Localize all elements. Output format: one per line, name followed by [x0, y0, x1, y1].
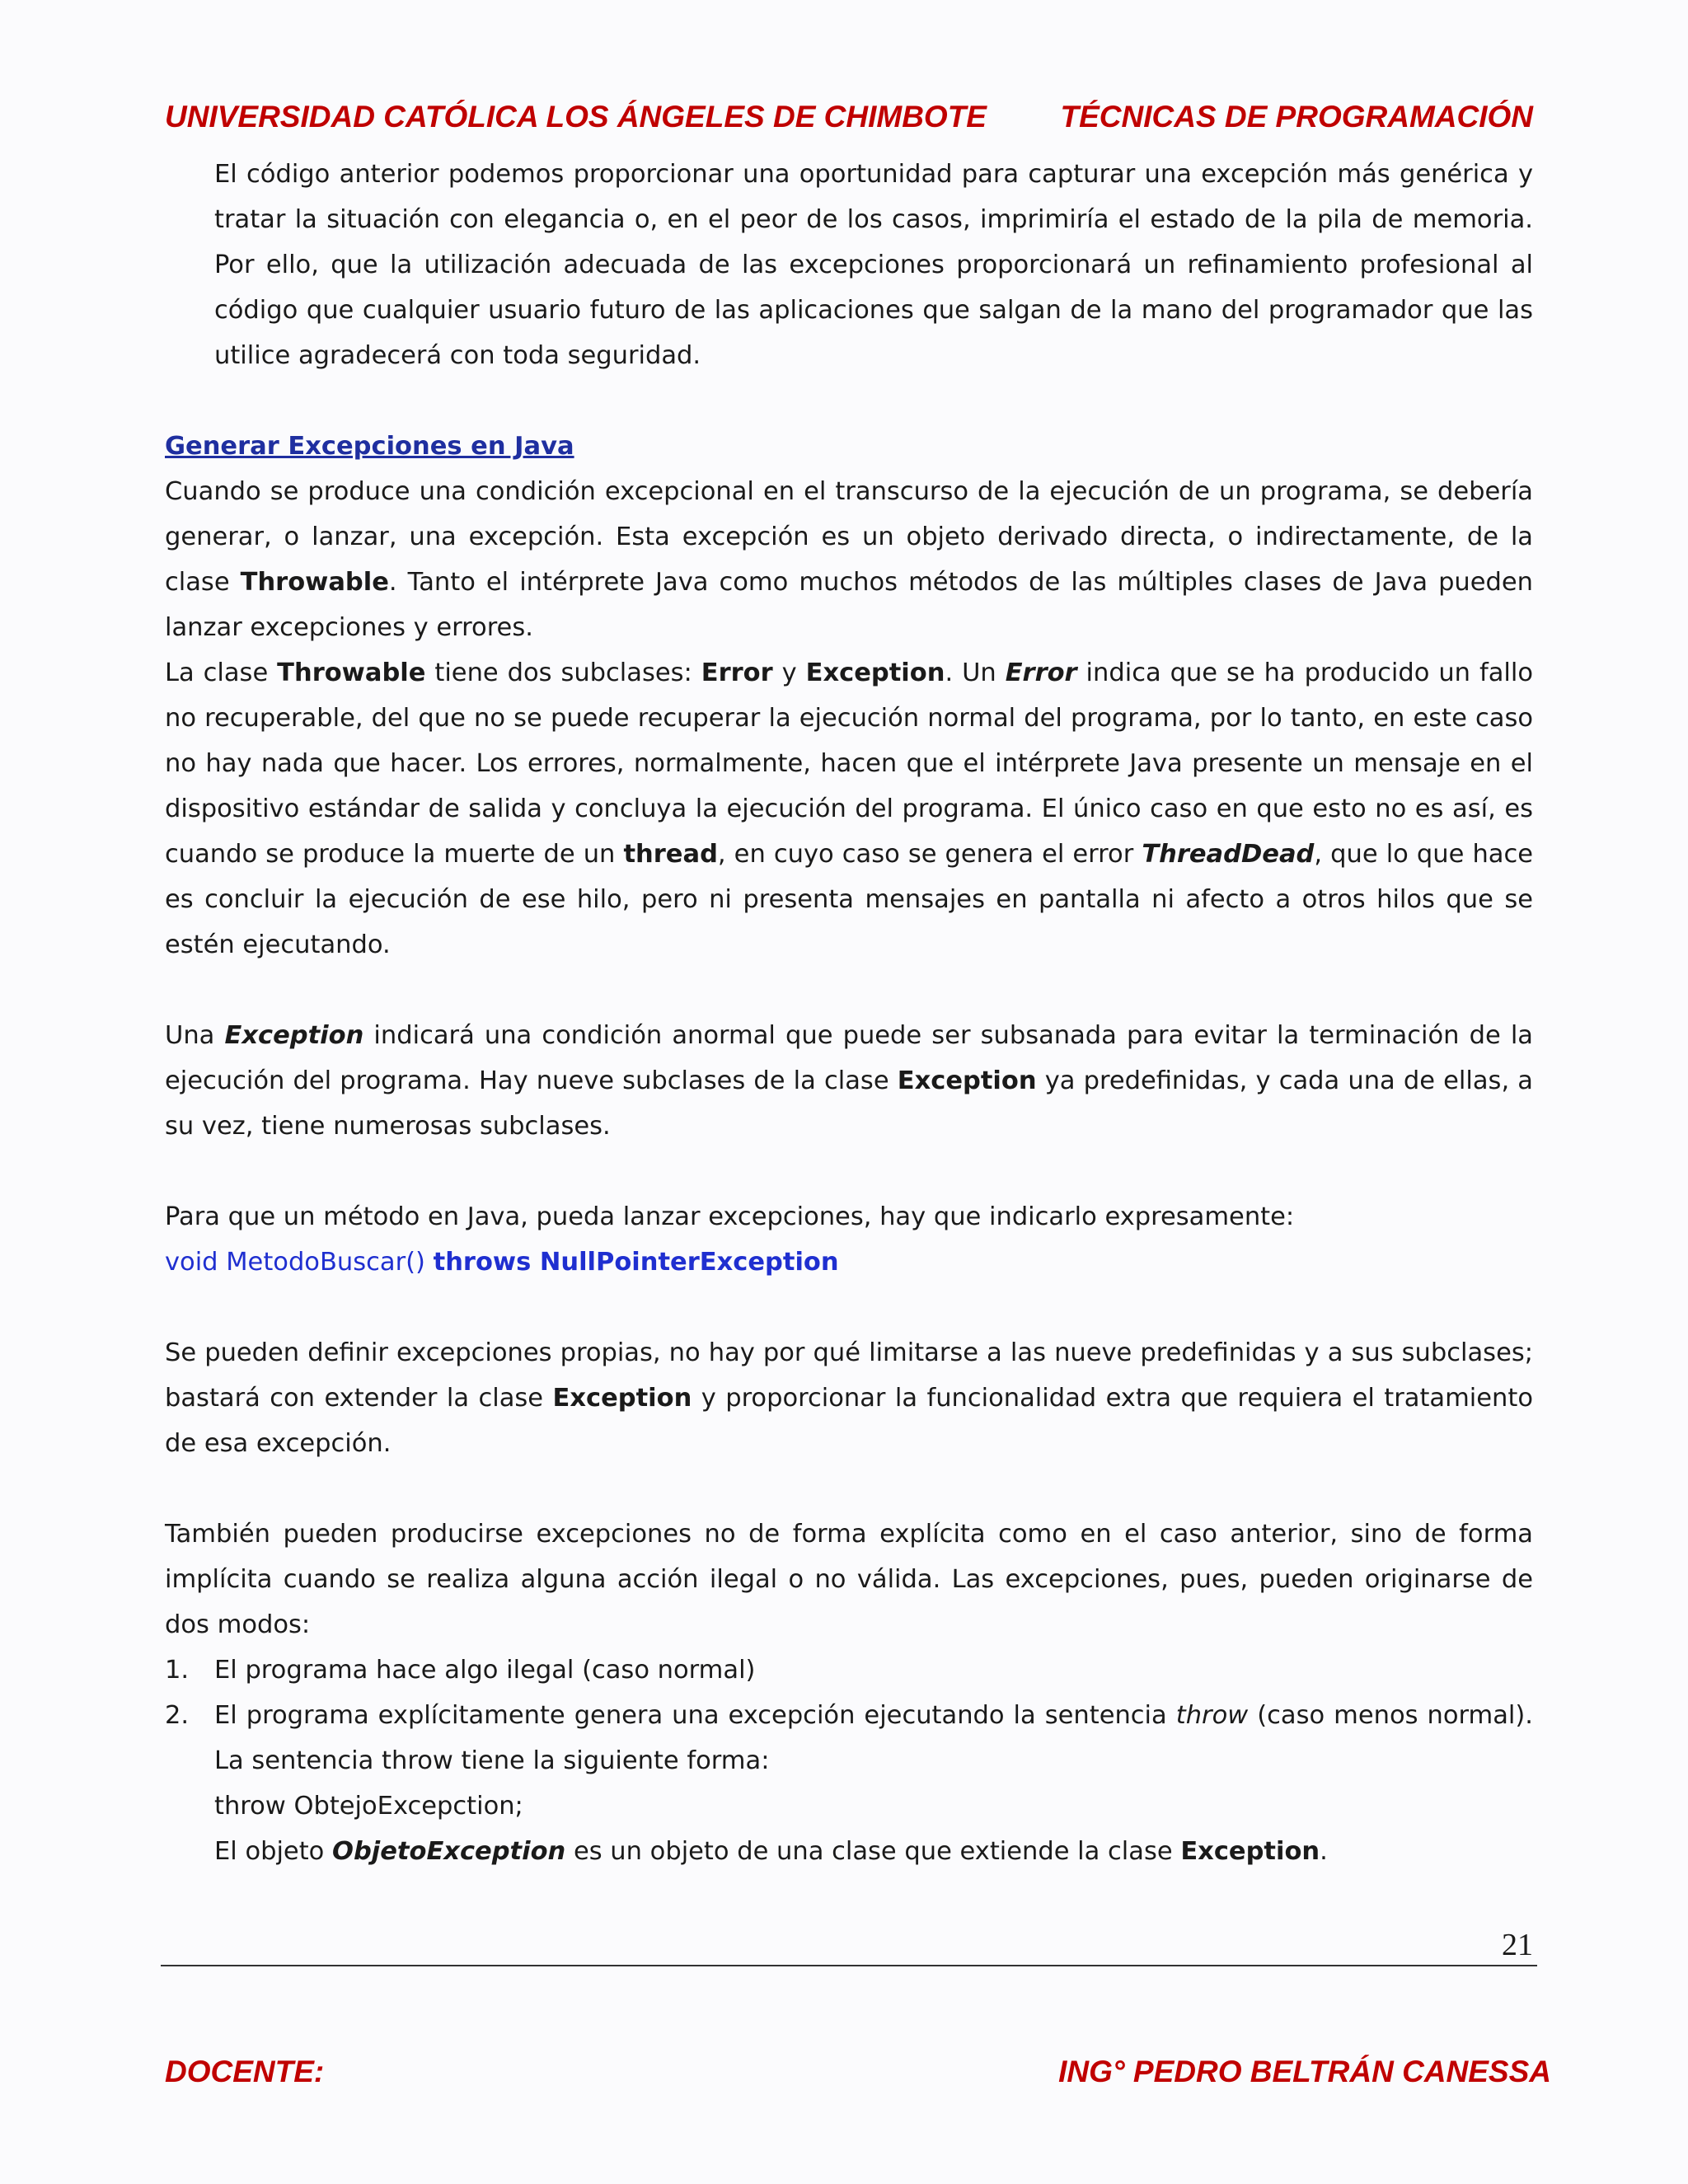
- throw-statement: throw ObtejoExcepction;: [214, 1792, 523, 1821]
- final-paragraph: El objeto ObjetoException es un objeto de una clase que extiende la clase Exception.: [214, 1837, 1328, 1866]
- paragraph-3: Una Exception indicará una condición anormal que puede ser subsanada para evitar la terminación de la ejecución del programa. Hay nueve subclases de la clase Exception ya predefinidas, y cada una de ellas, a su vez, tiene numerosas subclases.: [165, 1021, 1534, 1141]
- code-example: void MetodoBuscar() throws NullPointerException: [165, 1248, 839, 1277]
- section-heading[interactable]: [165, 424, 1533, 469]
- document-body: [165, 152, 1533, 1874]
- list-item: 1. El programa hace algo ilegal (caso normal): [165, 1656, 756, 1685]
- page-number: 21: [1502, 1928, 1533, 1962]
- intro-paragraph: El código anterior podemos proporcionar una oportunidad para capturar una excepción más genérica y tratar la situación con elegancia o, en el peor de los casos, imprimiría el estado de la pila de memoria. Por ello, que la utilización adecuada de las excepciones proporcionará un refinamiento profesional al código que cualquier usuario futuro de las aplicaciones que salgan de la mano del programador que las utilice agradecerá con toda seguridad.: [214, 160, 1533, 370]
- paragraph-2: La clase Throwable tiene dos subclases: Error y Exception. Un Error indica que se ha producido un fallo no recuperable, del que no se puede recuperar la ejecución normal del programa, por lo tanto, en este caso no hay nada que hacer. Los errores, normalmente, hacen que el intérprete Java presente un mensaje en el dispositivo estándar de salida y concluya la ejecución del programa. El único caso en que esto no es así, es cuando se produce la muerte de un thread, en cuyo caso se genera el error ThreadDead, que lo que hace es concluir la ejecución de ese hilo, pero ni presenta mensajes en pantalla ni afecto a otros hilos que se estén ejecutando.: [165, 658, 1533, 959]
- teacher-name: ING° PEDRO BELTRÁN CANESSA: [1058, 2055, 1551, 2088]
- paragraph-5: Se pueden definir excepciones propias, no hay por qué limitarse a las nueve predefinidas y a sus subclases; bastará con extender la clase Exception y proporcionar la funcionalidad extra que requiera el tratamiento de esa excepción.: [165, 1338, 1533, 1458]
- course-name: TÉCNICAS DE PROGRAMACIÓN: [1060, 100, 1533, 134]
- docente-label: DOCENTE:: [165, 2055, 325, 2088]
- section-heading-link[interactable]: Generar Excepciones en Java: [165, 432, 574, 461]
- page-footer: [165, 2050, 1551, 2093]
- page-header: [165, 96, 1533, 138]
- paragraph-6: También pueden producirse excepciones no de forma explícita como en el caso anterior, sino de forma implícita cuando se realiza alguna acción ilegal o no válida. Las excepciones, pues, pueden originarse de dos modos:: [165, 1520, 1533, 1639]
- paragraph-4: Para que un método en Java, pueda lanzar excepciones, hay que indicarlo expresamente:: [165, 1202, 1295, 1231]
- university-name: UNIVERSIDAD CATÓLICA LOS ÁNGELES DE CHIMBOTE: [165, 100, 987, 134]
- list-item: 2. El programa explícitamente genera una excepción ejecutando la sentencia throw (caso menos normal). La sentencia throw tiene la siguiente forma:: [165, 1701, 1533, 1775]
- paragraph-1: Cuando se produce una condición excepcional en el transcurso de la ejecución de un programa, se debería generar, o lanzar, una excepción. Esta excepción es un objeto derivado directa, o indirectamente, de la clase Throwable. Tanto el intérprete Java como muchos métodos de las múltiples clases de Java pueden lanzar excepciones y errores.: [165, 477, 1533, 642]
- footer-divider: [161, 1965, 1537, 1966]
